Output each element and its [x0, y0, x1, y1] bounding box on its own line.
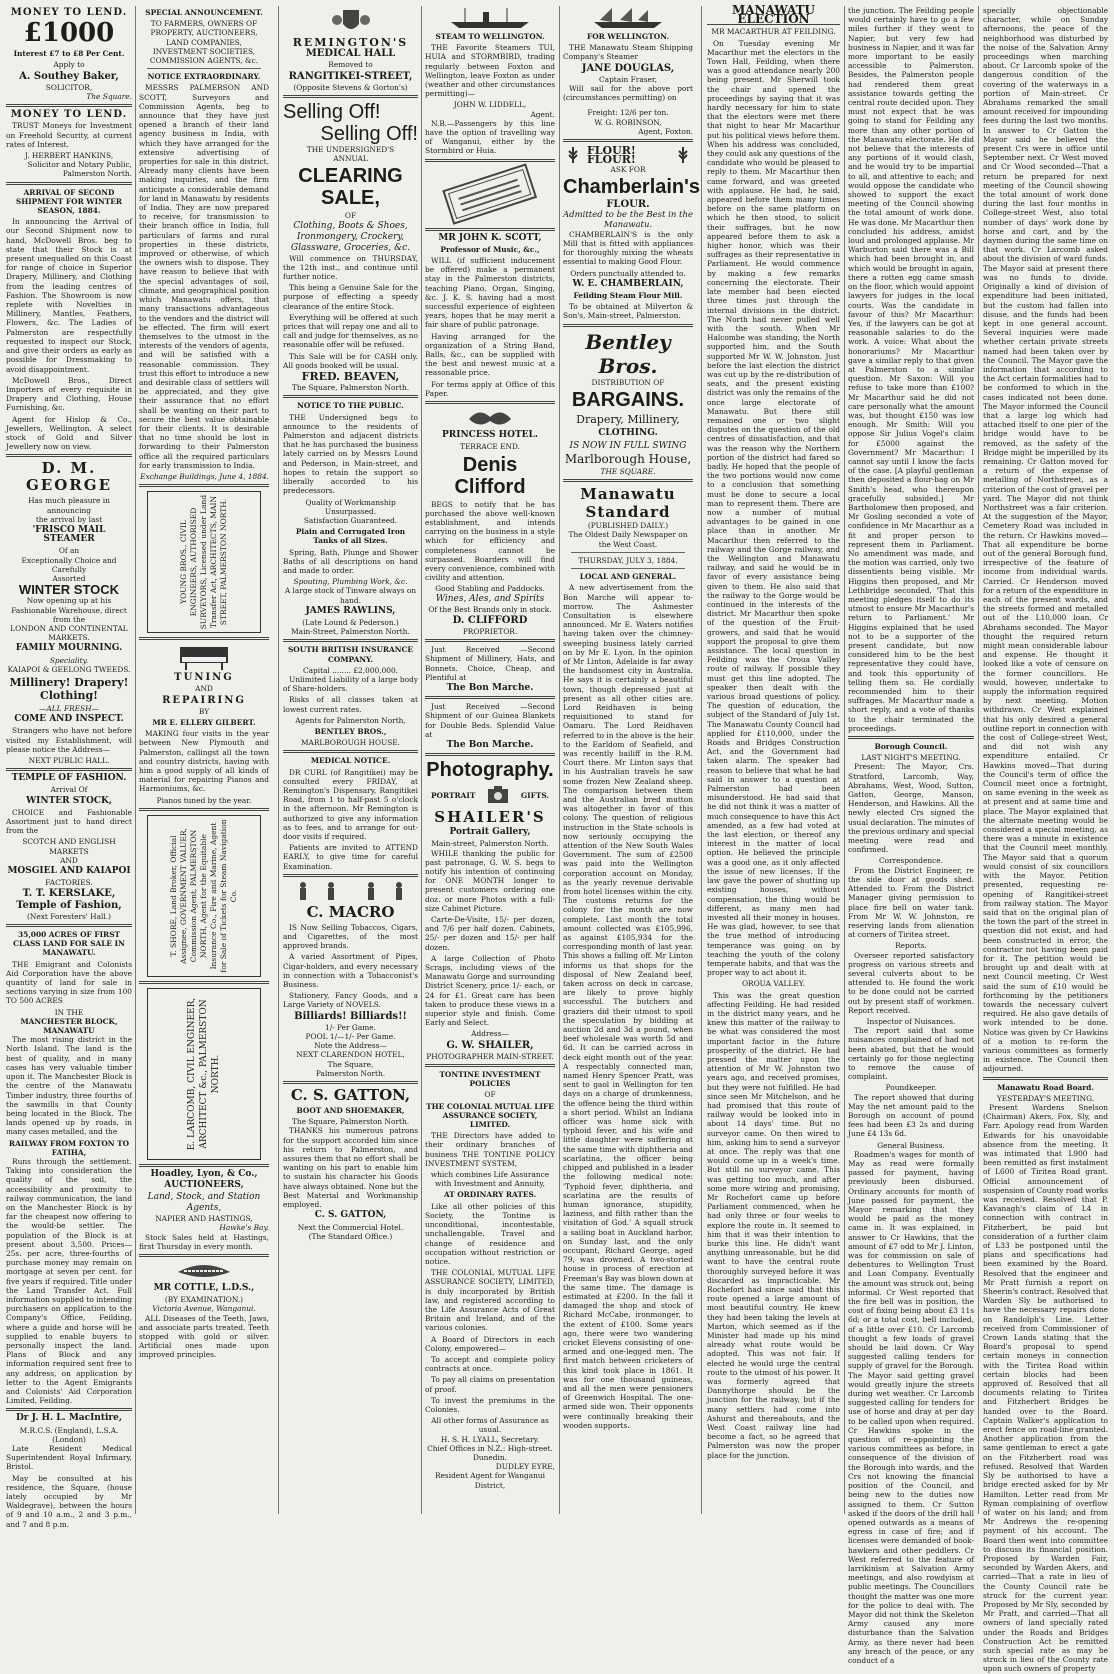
shore-box: T. SHORE, Land Broker, Official Assignee, GOVERNMENT VALUER, Commission Agent, PALMERSTON NORTH, Agent for the Equitable Insurance Co., Fire and Marine, Agent for Sale of Tickets for Steam Navigation Co. [147, 815, 261, 977]
column-rule [278, 6, 279, 1514]
money-to-lend-ad: MONEY TO LEND. £1000 Interest £7 to £8 Per Cent. Apply to A. Southey Baker, SOLICITOR, The Square. [10, 7, 132, 102]
column-2 [139, 6, 269, 1514]
dentures-icon [174, 1260, 234, 1282]
beaven-ad: Selling Off! Selling Off! THE UNDERSIGNED'S ANNUAL CLEARING SALE, OF Clothing, Boots & Shoes, Ironmongery, Crockery, Glassware, Groceries, &c. Will commence on THURSDAY, the 12th inst., and continue until further notice. This being a Genuine Sale for the purpose of effecting a speedy clearance of the entire Stock. Everything will be offered at such prices that will repay one and all to call and judge for themselves, as no reasonable offer will be refused. This Sale will be for CASH only. All goods booked will be usual. FRED. BEAVEN, The Square, Palmerston North. [283, 101, 418, 393]
south-british-ad: SOUTH BRITISH INSURANCE COMPANY. Capital ........ £2,000,000. Unlimited Liability of a large body of Share-holders. Risks of all classes taken at lowest current rates. Agents for Palmerston North, BENTLEY BROS., MARLBOROUGH HOUSE. [283, 645, 418, 748]
road-board-article: Manawatu Road Board. YESTERDAY'S MEETING. Present Wardens Snelson (Chairman) Akers, Fox, Sly, and Farr. Apology read from Warden Edwards for his unavoidable absence from the meeting. It was intimated that L900 had been remitted as first instalment of L600 of Tiritea Road grant. Official announcement of suspension of County road works was received. Resolved that P. Kavanagh's claim of L4 in connection with contract in Fitzherbert, be paid but consideration of a further claim of L33 be postponed until the plans and specifications had been examined by the Board. Resolved that the engineer and Mr Pratt furnish a report on Sheerin's contract. Resolved that Warden Sly be authorised to have the necessary repairs done on Randolph's Line. Letter received from Commissioner of Crown Lands stating that the Board's proposal to spend certain moneys in connection with the Tiritea Road within certain blocks had been approved of. Resolved that all documents relating to Tiritea and Fitzherbert Bridges be handed over to the Board. Captain Walker's application to erect fence on road-line granted. Another application from the same gentleman to erect a gate on the Fitzherbert road was refused. Resolved that Warden Sly be authorised to have a bridge erected asked for by Mr Hamilton. Letter read from Mr Ryman complaining of overflow of water on his land; and from Mr Andrews the re-opening payment of his account. The Board then went into committee to discuss its financial position. Proposed by Warden Fair, seconded by Warden Akers, and carried—That a rate in lieu of the County Council rate be struck for the current year. Proposed by Mr Sly, seconded by Mr Pratt, and carried—That all owners of land specially rated under the Roads and Bridges Construction Act be remitted such special rate as may be struck in lieu of the County rate upon such owners of property [983, 1082, 1108, 1674]
column-rule [844, 6, 845, 1514]
column-rule [135, 6, 136, 1514]
gatton-ad: C. S. GATTON, BOOT AND SHOEMAKER, The Square, Palmerston North. THANKS his numerous patrons for the support accorded him since his return to Palmerston, and assures them that no effort shall be wanting on his part to enable him to sustain his character his Goods have always obtained. None but the Best Material and Workmanship employed. C. S. GATTON, Next the Commercial Hotel. (The Standard Office.) [283, 1086, 418, 1241]
cottle-ad: MR COTTLE, L.D.S., (BY EXAMINATION.) Victoria Avenue, Wanganui. ALL Diseases of the Teeth, Jaws, and associate parts treated. Teeth stopped with gold or silver. Artificial ones made upon improved principles. [139, 1260, 269, 1360]
column-1 [6, 6, 132, 1529]
bon-marche-ad-2: Just Received —Second Shipment of our Guinea Blankets for Double Beds. Splendid Value at The Bon Marche. [425, 702, 555, 750]
george-ad: D. M. GEORGE Has much pleasure in announcing the arrival by last 'FRISCO MAIL STEAMER Of an Exceptionally Choice and Carefully Assorted WINTER STOCK Now opening up at his Fashionable Warehouse, direct from the LONDON AND CONTINENTAL MARKETS. FAMILY MOURNING. Speciality. KAIAPOI & GEELONG TWEEDS. Millinery! Drapery! Clothing! —ALL FRESH— COME AND INSPECT. Strangers who have not before visited my Establishment, will please notice the Address— NEXT PUBLIC HALL. [6, 459, 132, 765]
masthead: Manawatu Standard (PUBLISHED DAILY.) The Oldest Daily Newspaper on the West Coast. THURSDAY, JULY 3, 1884. [563, 485, 693, 569]
mcdowell-ad: ARRIVAL OF SECOND SHIPMENT FOR WINTER SEASON, 1884. In announcing the Arrival of our Second Shipment now to hand, McDowell Bros. beg to state that their Stock is at present unequalled on this Coast for range of choice in Superior Drapery, Millinery, and Clothing from the leading centres of Fashion. The Showroom is now replete with Novelties in Millinery, Mantles, Feathers, Flowers, &c. The Ladies of Palmerston are respectfully requested to inspect our Stock, and give their orders as early as possible for Dressmaking to avoid disappointment. McDowell Bros., Direct Importers of every requisite in Drapery and Clothing, House Furnishing, &c. Agent for Hislop & Co., Jewellers, Wellington. A select stock of Gold and Silver Jewellery now on view. [6, 187, 132, 452]
ornament-icon [465, 407, 515, 429]
borough-council-article: Borough Council. LAST NIGHT'S MEETING. Present: The Mayor, Crs. Stratford, Larcomb, Way, Abrahams, West, Wood, Sutton, Gatton, George, Manson, Henderson, and Hawkins. All the newly elected Crs signed the usual declaration. The minutes of the previous ordinary and special meeting were read and confirmed. Correspondence. From the District Engineer, re the side door at goods shed. Attended to. From the District Manager giving permission to place fire bell on water tank. From Mr W. W. Johnston, re reserving lands from alienation at corners of Tiritea street. Reports. Overseer reported satisfactory progress on various streets and several culverts about to be attended to. He found the work to be done could not be carried out by present staff of workmen. Report received. Inspector of Nuisances. The report said that some nuisances complained of had not been abated, but that he would certainly go for those neglecting to remove the cause of complaint. Poundkeeper. The report showed that during May the net amount paid to the Borough on account of pound fees had been £3 2s and during June £4 13s 6d. General Business. Roadmen's wages for month of May as read were formally passed for payment, having previously been disbursed. Ordinary accounts for month of June passed for payment, the Mayor remarking that they would be paid as the money came in. It was explained, in answer to Cr Hawkins, that the amount of £7 odd to Mr J. Linton, was for commission on sale of debentures to Wellington Trust and Loan Company. Eventually the amount was struck out, being informal. Cr West reported that the fire bell was in position, the cost of fixing being about £3 11s 6d; or a total cost, bell included, of a little over £10. Cr Larcomb thought a few loads of gravel should be laid down. Cr Way suggested calling tenders for supply of gravel for the Borough. The Mayor said getting gravel would greatly injure the streets during wet weather. Cr Larcomb suggested calling for tenders for use of horse and dray at per day to be called upon when required. Cr Hawkins spoke in the question of re-appointing the various committees as before, in consequence of the division of the Borough into wards, and the Crs not knowing the financial position of the Council, and being new to the duties now assigned to them. Cr Sutton asked if the doors of the drill hall opened outwards as a means of egress in case of fire; and if licenses were demanded of book-hawkers and other peddlers. Cr West referred to the feature of larrikinism at Salvation Army meetings, and also rowdyism at public meetings. The Councillors thought the matter was one more for the police to deal with. The Mayor did not think the Skeleton Army caused any more disturbance than the Salvation Army, as there never had been any breach of the peace, or any conduct of a [848, 742, 974, 1665]
election-article: MANAWATU ELECTION MR MACARTHUR AT FEILDING. On Tuesday evening Mr Macarthur met the electors in the Town Hall, Feilding, when there was a good attendance nearly 200 being present. Mr Sherwill took the chair and opened the proceedings by saying that it was hardly necessary for him to state that the electors were met there that night to hear Mr Macarthur put his political views before them. When his address was concluded, they could ask any questions of the candidate who would be pleased to reply to them. Mr Macarthur then came forward, and was greeted with applause. He had, he said, appeared before them many times before on the same platform on which he then stood, to solicit their suffrages, but he now appeared before them to ask a higher honor, which was their suffrages as their representative in Parliament. He would commence by making a few remarks concerning the electorate. Their late member had been elected three times just through the internal divisions in the district. The North had never pulled well with the south. When Mr Halcombe was standing, the North supported him, and the South supported Mr W. W. Johnston. Just before the last election the district was cut up by the re-distribution of seats, and the present existing district was only the remains of the once large electorate of Manawatu. But there still remained one or two slight disputes on the question of the old centres of dissatisfaction, and that was the reason why the Northern portion of the district had fared so badly. He hoped that the people of the two portions would now come to a conclusion that something must be done to secure a local man to represent them. There are now a number of mutual advantages to be gained in one place than in another. Mr Macarthur then referred to the railway and the Gorge railway, and the Wellington and Manawatu railway, and said he would be in favor of every assistance being given to them. He also said that the railway to the Gorge would be continued in the interests of the district. Mr Macarthur then spoke of the question of the Fruit-growers, and said that he would support the proposal to give them assistance. The local question in Feilding was the Oroua Valley route of railway. If possible they must get this line adopted. The speaker then dealt with the various broad questions of policy. The question of education, the subject of the Standard of July 1st. The Manawatu County Council had applied for £110,000, under the Roads and Bridges Construction Act, and the Government had taken alarm. The speaker had reason to believe that what he had said in answer to a question at Palmerston had been misunderstood. He had said that he did not think it was a matter of much consequence to have this Act amended, as a few had voted at the last election, or thereof any interest in the matter of local option. He believed the principle was a good one, as it only affected the issue of new licenses. If the law gave the power of shutting up existing houses, without compensation, the thing would be different, as many men had invested all their money in houses. He was glad, however, to see that the true method of introducing temperance was going on by teaching the youth of the colony temperate habits, and that was the proper way to act about it. OROUA VALLEY. This was the great question affecting Feilding. He had resided in the district many years, and he knew this matter of the railway to be what was considered the most important factor in the future prosperity of the district. He had pressed the matter upon the attention of Mr W. Johnston two years ago, and received promises, but they were not fulfilled. He had since seen Mr Mitchelson, and he had promised that this route of railway would be looked into in about 14 days' time. But no surveyor came. On then wired to him, asking him to send a surveyor at once. The reply was that one would come up in a week's time. But still no surveyor came. This was getting too much, and after some more wiring and promising, Mr Rochefort came up before Parliament commenced, when he had only three or four weeks to explore the route in. It seemed to him that it was their intention to burke this line. He didn't want anything unreasonable, but he did want to have the central route thoroughly surveyed before it was discarded as impracticable. Mr Rochefort had since said that this route opened a large amount of most beautiful country. He knew they had been taking the levels at Marton, which seemed as if the Minister had made up his mind already what route would be adopted. This was not fair. If elected he would urge the central route to the utmost of his power. It was formerly agreed that Dannythorpe should be the junction for the railway, but if the many settlers had come into Ashurst and thereabouts, and the West Coast railway line had become a fact, so he agreed that Palmerston was now the proper place for the junction. [707, 3, 840, 1460]
tuning-ad: TUNING AND REPAIRING BY MR E. ELLERY GILBERT. MAKING four visits in the year between New Plymouth and Palmerston, callingst all the town and country districts, having with him a good supply of all kinds of material for repairing Pianos and Harmoniums, &c. Pianos tuned by the year. [139, 643, 269, 805]
column-8: specially objectionable character, while on Sunday afternoons, the peace of the neighborhood was disturbed by the noise of the Salvation Army proceedings when marching about. Cr Larcomb spoke of the dangerous condition of the covering of the waterways in a portion of Main-street. Cr Abrahams remarked the small amount received for impounding fees during the last two months. In answer to Cr Gatton the Mayor said he believed the present Crs were in office until September next. Cr West moved and Cr Wood seconded—That a return be prepared for next meeting of the Council showing the total amount of work done during the last four months in College-street West, also total number of days' work done by horse and cart, and by the daymen during the same time on that work. Cr Larcomb asked about the division of ward funds. The Mayor said at present there was no funds to divide. Originally a kind of division of expenditure had been initiated, but the custom had fallen into disuse, and the funds had been kept in one general account. Several inquiries were made whether certain private streets named had been taken over by the Council. The Mayor gave the information that according to the Act certain formalities had to be conformed to which in the cases indicated not been done. The Mayor informed the Council that a large log which had attached itself to one pier of the bridge would have to be removed, as the safety of the Bridge might be imperilled by its remaining. Cr Gatton moved for a return of the expense of metalling of Northstreet, as a criterion of the cost of gravel per yard. The Mayor did not think Northstreet was a fair criterion. At the suggestion of the Mayor, Cemetery Road was included in the return. Cr Hawkins moved—That all expenditure be borne out of the general Borough fund, irrespective of the feature of income from individual wards. Carried. Cr Henderson moved for a return of the expenditure in each of the present wards, and the streets formed and metalled out of the L10,000 loan. Cr Abrahams seconded. The Mayor thought the required return might mean considerable labour and expense. He thought it looked like a vote of censure on the former councillors. He would, however, undertake to supply the information required by next meeting. Motion withdrawn. Cr West explained that his only desired a general outline report in connection with the cost of College-street West, and did not wish any expenditure entailed. Cr Hawkins moved—That during the Council's term of office the Council meet once a fortnight, on same evening in the week as at present and at same time and place. The Mayor explained that the alternate meeting would be considered a special meeting, as there was a minute in existence that the Council meet monthly. The Mayor said that a quorum would consist of six councillors with the Mayor. Petition presented, requesting re-opening of Rangitikei-street from railway station. The Mayor said that on the original plan of the town the part of the street in question did not exist, and had been constructed in error, the contractor not having been paid for it. The petition would be brought up and dealt with at next Council meeting. Cr West said the sum of £10 would be forthcoming by the petitioners towards the necessary culvert required. He also gave details of work intended to be done. Notice was given by Cr Hawkins of a motion to re-form the various committees as formerly in existence. The Council then adjourned. Manawatu Road Board. YESTERDAY'S MEETING. Present Wardens Snelson (Chairman) Akers, Fox, Sly, and Farr. Apology read from Warden Edwards for his unavoidable absence from the meeting. It was intimated that L900 had been remitted as first instalment of L600 of Tiritea Road grant. Official announcement of suspension of County road works was received. Resolved that P. Kavanagh's claim of L4 in connection with contract in Fitzherbert, be paid but consideration of a further claim of L33 be postponed until the plans and specifications had been examined by the Board. Resolved that the engineer and Mr Pratt furnish a report on Sheerin's contract. Resolved that Warden Sly be authorised to have the necessary repairs done on Randolph's Line. Letter received from Commissioner of Crown Lands stating that the Board's proposal to spend certain moneys in connection with the Tiritea Road within certain blocks had been approved of. Resolved that all documents relating to Tiritea and Fitzherbert Bridges be handed over to the Board. Captain Walker's application to erect fence on road-line granted. Another application from the same gentleman to erect a gate on the Fitzherbert road was refused. Resolved that Warden Sly be authorised to have a bridge erected asked for by Mr Hamilton. Letter read from Mr Ryman complaining of overflow of water on his land; and from Mr Andrews the re-opening payment of his account. The Board then went into committee to discuss its financial position. Proposed by Warden Fair, seconded by Warden Akers, and carried—That a rate in lieu of the County Council rate be struck for the current year. Proposed by Mr Sly, seconded by Mr Pratt, and carried—That all owners of land specially rated under the Roads and Bridges Construction Act be remitted such special rate as may be struck in lieu of the County rate upon such owners of property [983, 6, 1108, 1674]
column-rule [421, 6, 422, 1514]
trust-money-ad: MONEY TO LEND. TRUST Moneys for Investment on Freehold Security, at current rates of Interest. J. HERBERT HANKINS, Solicitor and Notary Public, Palmerston North. [6, 109, 132, 179]
column-4 [425, 6, 555, 1514]
scott-ad: MR JOHN K. SCOTT, Professor of Music, &c., WILL (if sufficient inducement be offered) make a permanent stay in the Palmerston districts, teaching Piano, Organ, Singing, &c. J. K. S. having had a most successful experience of eighteen years, hopes that he may merit a fair share of public patronage. Having arranged for the organization of a String Band, Balls, &c., can be supplied with the best and newest music at a reasonable price. For terms apply at Office of this Paper. [425, 232, 555, 398]
chamberlain-ad: FLOUR! FLOUR! ASK FOR Chamberlain's FLOUR. Admitted to be the Best in the Manawatu. CHAMBERLAIN'S is the only Mill that is fitted with appliances for thoroughly mixing the wheats essential to making Good Flour. Orders punctually attended to. W. E. CHAMBERLAIN, Feilding Steam Flour Mill. To be obtained at Milverton & Son's, Main-street, Palmerston. [563, 143, 701, 321]
steam-ad: STEAM TO WELLINGTON. THE Favorite Steamers TUI, HUIA and STORMBIRD, trading regularly between Foxton and Wellington, leave Foxton as under (weather and other circumstances permitting)— JOHN W. LIDDELL, Agent. N.B.—Passengers by this line have the option of travelling way of Wanganui, either by the Stormbird or Huia. [425, 6, 555, 156]
piano-icon [174, 643, 234, 671]
column-7: the junction. The Feilding people would certainly have to go a few miles further if they went to Napier, but very few had business in Napier, and it was far more important to be easily accessible to Palmerston. Besides, the Palmerston people had rendered them great assistance towards getting the central route decided upon. They must not expect that he was going to stand for Feilding any more than any other portion of the Manawatu electorate. He did not believe that the interests of any portions of it would clash, and he would try to be impartial to all, and attentive to each; and would oppose the candidate who showed to support the exact meeting of the Council showing the total amount of work done. He was done. Mr Macarthur then concluded his address, amidst loud and prolonged applause. Mr Warburton said there was a Bill which had been brought in, and which would be brought in again, there a rotten egg came smash on the floor, which would appoint lawyers for judges in the local courts. Was the candidate in favour of this? Mr Macarthur: Yes, if the lawyers can be got at reasonable salaries to do the work. A voice: What about the honorariums? Mr Macarthur gave a similar reply to that given at Palmerston to a similar question. Mr Saxon: Will you refuse to take more than £100? Mr Macarthur said he did not care personally what the amount was, but thought £150 was low enough. Mr Smith: Will you oppose Sir Julius Vogel's claim for £5000 against the Government? Mr Macarthur: I cannot say until I know the facts of the case. [A playful gentleman then deposited a flour-bag on Mr Smith's head, who thereupon gracefully subsided.] Mr Bartholomew then proposed, and Mr Gosling seconded a vote of confidence in Mr Macarthur as a fit and proper person to represent them in Parliament. No amendment was made, and the motion was carried, only two dissentients being visible. Mr Higgins then proposed, and Mr Lethbridge seconded, 'That this meeting pledges itself to do its utmost to ensure Mr Macarthur's return to Parliament.' Mr Higgins explained that he used not to be a supporter of the present candidate, but now considered him to be the best representative they could have, and took this opportunity of telling them so. He cordially recommended him to their suffrages. Mr Macarthur made a short reply, and a vote of thanks to the chair terminated the proceedings. Borough Council. LAST NIGHT'S MEETING. Present: The Mayor, Crs. Stratford, Larcomb, Way, Abrahams, West, Wood, Sutton, Gatton, George, Manson, Henderson, and Hawkins. All the newly elected Crs signed the usual declaration. The minutes of the previous ordinary and special meeting were read and confirmed. Correspondence. From the District Engineer, re the side door at goods shed. Attended to. From the District Manager giving permission to place fire bell on water tank. From Mr W. W. Johnston, re reserving lands from alienation at corners of Tiritea street. Reports. Overseer reported satisfactory progress on various streets and several culverts about to be attended to. He found the work to be done could not be carried out by present staff of workmen. Report received. Inspector of Nuisances. The report said that some nuisances complained of had not been abated, but that he would certainly go for those neglecting to remove the cause of complaint. Poundkeeper. The report showed that during May the net amount paid to the Borough on account of pound fees had been £3 2s and during June £4 13s 6d. General Business. Roadmen's wages for month of May as read were formally passed for payment, having previously been disbursed. Ordinary accounts for month of June passed for payment, the Mayor remarking that they would be paid as the money came in. It was explained, in answer to Cr Hawkins, that the amount of £7 odd to Mr J. Linton, was for commission on sale of debentures to Wellington Trust and Loan Company. Eventually the amount was struck out, being informal. Cr West reported that the fire bell was in position, the cost of fixing being about £3 11s 6d; or a total cost, bell included, of a little over £10. Cr Larcomb thought a few loads of gravel should be laid down. Cr Way suggested calling tenders for supply of gravel for the Borough. The Mayor said getting gravel would greatly injure the streets during wet weather. Cr Larcomb suggested calling for tenders for use of horse and dray at per day to be called upon when required. Cr Hawkins spoke in the question of re-appointing the various committees as before, in consequence of the division of the Borough into wards, and the Crs not knowing the financial position of the Council, and being new to the duties now assigned to them. Cr Sutton asked if the doors of the drill hall opened outwards as a means of egress in case of fire; and if licenses were demanded of book-hawkers and other peddlers. Cr West referred to the feature of larrikinism at Salvation Army meetings, and also rowdyism at public meetings. The Councillors thought the matter was one more for the police to deal with. The Mayor did not think the Skeleton Army caused any more disturbance than the Salvation Army, as there never had been any breach of the peace, or any conduct of a [848, 6, 974, 1665]
hoadley-ad: Hoadley, Lyon, & Co., AUCTIONEERS, Land, Stock, and Station Agents, NAPIER AND HASTINGS, Hawke's Bay. Stock Sales held at Hastings, first Thursday in every month. [139, 1168, 269, 1251]
sailing-ship-icon [588, 6, 668, 30]
column-rule [701, 6, 702, 1514]
wheat-sheaf-icon [563, 145, 583, 165]
trade-label-illustration [435, 165, 545, 225]
larcomb-box: E. LARCOMB, CIVIL ENGINEER, ARCHITECT &c., PALMERSTON NORTH. [147, 988, 261, 1160]
camera-icon [484, 783, 512, 807]
macro-ad: C. MACRO IS Now Selling Tobaccos, Cigars, and Cigarettes, of the most approved brands. A varied Assortment of Pipes, Cigar-holders, and every necessary in connection with a Tobacconist's Business. Stationery, Fancy Goods, and a Large Variety of NOVELS. Billiards! Billiards!! 1/- Per Game. POOL 1/—1/- Per Game. Note the Address— NEXT CLARENDON HOTEL, The Square, Palmerston North. [283, 880, 418, 1078]
column-6 [707, 3, 840, 1514]
coat-of-arms-icon [331, 6, 371, 36]
column-5 [563, 6, 701, 1514]
column-rule [559, 6, 560, 1514]
jane-douglas-ad: FOR WELLINGTON. THE Manawatu Steam Shipping Company's Steamer JANE DOUGLAS, Captain Fraser, Will sail for the above port (circumstances permitting) on Freight: 12/6 per ton. W. G. ROBINSON, Agent, Foxton. [563, 6, 693, 136]
special-announcement-ad: SPECIAL ANNOUNCEMENT. TO FARMERS, OWNERS OF PROPERTY, AUCTIONEERS, LAND COMPANIES, INVESTMENT SOCIETIES, COMMISSION AGENTS, &c. NOTICE EXTRAORDINARY. MESSRS PALMERSON AND SCOTT, Surveyors and Commission Agents, beg to announce that they have just opened a branch of their land agency business in India, with which they have arranged for the extensive advertising of properties for sale in this district. Already many clients have been making inquiries, and the firm anticipate a considerable demand for land in Manawatu by residents of India. They are now prepared to receive, for transmission to their branch office in India, full particulars of farms and rural properties in these districts, improved or otherwise, of which the owners wish to dispose. They have reason to believe that with the special advantages of soil, climate, and geographical position which Manawatu offers, that many transactions advantageous to the vendors and the district will be effected. The firm will exert themselves to the utmost in the interests of the vendors of agents, and will be satisfied with a reasonable commission. They trust this effort to introduce a new and desirable class of settlers will be appreciated, and they give their assurance that no effort shall be wanting on their part to secure the best value obtainable for their clients. It is desirable that no time should be lost in forwarding to their Palmerston office all the required particulars for early transmission to India. Exchange Buildings, June 4, 1884. [139, 8, 269, 481]
princess-hotel-ad: PRINCESS HOTEL. TERRACE END. Denis Clifford BEGS to notify that he has purchased the above well-known establishment, and intends carrying on the business in a style which for efficiency and completeness cannot be surpassed. Boarders will find every convenience, combined with civility and attention. Good Stabling and Paddocks. Wines, Ales, and Spirits Of the Best Brands only in stock. D. CLIFFORD PROPRIETOR. [425, 407, 555, 636]
local-and-general: LOCAL AND GENERAL. A new advertisement from the Bon Marche will appear to-morrow. The Ashmester Consultation is elsewhere announced. Mr E. Waters notifies having taken over the chimney-sweeping business lately carried on by Mr E. Lyon. In the opinion of Mr Linton, Adelaide is far away the handsomest city in Australia. He says it is certainly a beautiful town, though depressed just at present as all other cities are. Lord Reidhaven is being requisitioned to stand for Oamaru. The Lord Reidhaven referred to in the above is the heir to the Earldom of Seafield, and was recently bailiff in the R.M. Court there. Mr Linton says that in his Australian travels he saw some frozen New Zealand sheep. The comparison between them and the Australian bred mutton was altogether in favor of this colony. The question of religious instruction in the State schools is now seriously occupying the attention of the New South Wales Government. The sum of £2500 was paid into the Wellington corporation account on Monday, as the yearly revenue derivable from hotel licenses within the city. The customs returns for the colony for the month are now complete. Last month the total amount collected was £105,996, as against £105,934 for the corresponding month of last year. This shows a falling off. Mr Linton informs us that shops for the disposal of New Zealand beef, taken across on deck in carcase, are likely to prove highly successful. The butchers and graziers did their utmost to spoil the speculation by bidding at auction 2d and 3d a pound, when beef wholesale was worth 5d and 6d. It can be carried across in deck eight month out of the year. A respectably connected man, named Henry Spencer Pratt, was sent to gaol in Wellington for ten days on a charge of drunkenness, the offence being the third within a short period. Whilst an Indiana officer was home sick with typhoid fever, and his wife and little daughter were suffering at the same time with diphtheria and scarlatina, the officer being chipped and published in a leader the following medical note: 'Typhoid fever, diphtheria, and scarlatina are the results of human ignorance, stupidity, laziness, and filth rather than the visitation of God.' A squall struck a sailing boat in Auckland harbor, on Sunday last, and the only occupant, Richard George, aged 79, was drowned. A two-storied house in process of erection at Freeman's Bay was blown down at the same time. The damage is estimated at £200. In the fall it damaged the shop and stock of Richard McCabe, ironmonger, to the extent of £100. Some years ago, there were two wandering cricket Elevens consisting of one-armed and one-legged men. The first match between cricketers of this kind took place in 1861. It was for one thousand guineas, and all the men were pensioners of Greenwich Hospital. The one-armed side won. Their opponents were continually breaking their wooden supports. [563, 572, 693, 1430]
figures-illustration-icon [291, 880, 411, 902]
bon-marche-ad-1: Just Received —Second Shipment of Millinery, Hats, and Bonnets. Choice, Cheap, and Plentiful at The Bon Marche. [425, 645, 555, 693]
bentley-bros-ad: Bentley Bros. DISTRIBUTION OF BARGAINS. Drapery, Millinery, CLOTHING. IS NOW IN FULL SWING Marlborough House, THE SQUARE. [564, 329, 692, 477]
tontine-ad: TONTINE INVESTMENT POLICIES OF THE COLONIAL MUTUAL LIFE ASSURANCE SOCIETY, LIMITED. THE Directors have added to their ordinary branches of business THE TONTINE POLICY INVESTMENT SYSTEM, which combines Life Assurance with Investment and Annuity, AT ORDINARY RATES. Like all other policies of this Society, the Tontine is unconditional, incontestable, unchallengable. Travel and change of residence and occupation without restriction or notice. THE COLONIAL MUTUAL LIFE ASSURANCE SOCIETY, LIMITED, is duly incorporated by British law, and registered according to the Life Assurance Acts of Great Britain and Ireland, and of the various colonies. A Board of Directors in each Colony, empowered— To accept and complete policy contracts at once. To pay all claims on presentation of proof. To invest the premiums in the Colonies. All other forms of Assurance as usual. H. S. H. LYALL, Secretary. Chief Offices in N.Z.: High-street. Dunedin. DUDLEY EYRE, Resident Agent for Wanganui District, [425, 1070, 555, 1490]
macintire-ad: Dr J. H. L. MacIntire, M.R.C.S. (England), L.S.A. (London) Late Resident Medical Superintendent Royal Infirmary, Bristol. May be consulted at his residence, the Square, (house lately occupied by Mr Waldegrave), between the hours of 9 and 10 a.m., 2 and 3 p.m., and 7 and 8 p.m. [6, 1413, 132, 1529]
wheat-sheaf-icon [673, 145, 693, 165]
kerslake-ad: TEMPLE OF FASHION. Arrival Of WINTER STOCK, CHOICE and Fashionable Assortment just to hand direct from the SCOTCH AND ENGLISH MARKETS AND MOSGIEL AND KAIAPOI FACTORIES. T. T. KERSLAKE, Temple of Fashion, (Next Foresters' Hall.) [6, 773, 132, 921]
young-bros-box: YOUNG BROS., CIVIL ENGINEERS, AUTHORISED SURVEYORS, Licensed under Land Transfer Act, ARCHITECTS, MAIN STREET, PALMERSTON NORTH. [147, 491, 261, 633]
acres-ad: 35,000 ACRES OF FIRST CLASS LAND FOR SALE IN MANAWATU. THE Emigrant and Colonists Aid Corporation have the above quantity of land for sale in sections varying in size from 100 TO 500 ACRES IN THE MANCHESTER BLOCK, MANAWATU The most rising district in the North Island. The land is the best of quality, and in many cases has very valuable timber upon it. The Manchester Block is the centre of the Manawatu Timber industry, three fourths of the sawmills in that County being located in the Block. The lands opened up by roads, in many cases metalled, and the RAILWAY FROM FOXTON TO FATIHA, Runs through the settlement. Taking into consideration the quality of the soil, the accessibility and proximity to railway communication, the land on the Manchester Block is by far the cheapest now offering to the would-be settler. The population of the Block is at present about 3,500. Prices—25s. per acre, three-fourths of purchase money may remain on mortgage at seven per cent. for five years if required. Title under the Land Transfer Act. Full information supplied to intending purchasers on application to the Company's Office, Feilding, where a guide and horse will be supplied to enable buyers to personally inspect the land. Plans of Block and any information required sent free to any address, on application by letter to the Agent Emigrants and Colonists' Aid Corporation Limited, Feilding. [6, 930, 132, 1406]
rawlins-ad: NOTICE TO THE PUBLIC. THE Undersigned begs to announce to the residents of Palmerston and adjacent districts that he has purchased the business lately carried on by Messrs Lound and Pederson, in Main-street, and hopes to retain the support so liberally accorded to his predecessors. Quality of Workmanship Unsurpassed. Satisfaction Guaranteed. Plain and Corrugated Iron Tanks of all Sizes. Spring, Bath, Plunge and Shower Baths of all descriptions on hand and made to order. Spouting, Plumbing Work, &c. A large stock of Tinware always on hand. JAMES RAWLINS, (Late Lound & Pederson.) Main-Street, Palmerston North. [283, 401, 418, 637]
column-3 [283, 6, 418, 1514]
medical-notice-ad: MEDICAL NOTICE. DR CURL (of Rangitikei) may be consulted every FRIDAY, at Remington's Dispensary, Rangitikei Road, from 1 to half-past 5 o'clock in the afternoon. Mr Remington is authorized to give any information as to fees, and to arrange for out-door visits if required. Patients are invited to ATTEND EARLY, to give time for careful Examination. [283, 756, 418, 871]
steamship-icon [445, 6, 535, 30]
shailer-ad: Photography. PORTRAIT GIFTS. SHAILER'S Portrait Gallery, Main-street, Palmerston North. WHILE thanking the public for past patronage, G. W. S. begs to notify his intention of continuing for ONE MONTH longer to present customers ordering one doz. or more Photos with a full-size Cabinet Picture. Carte-De-Visite, 15/- per dozen, and 7/6 per half dozen. Cabinets, 25/- per dozen and 15/- per half dozen. A large Collection of Photo Scraps, including views of the Manawatu Gorge and surrounding District Scenery, price 1/- each, or 24 for £1. Great care has been taken to produce these views in a superior style and finish. Come Early and Select. Address— G. W. SHAILER, PHOTOGRAPHER MAIN-STREET. [425, 759, 555, 1061]
remington-ad: REMINGTON'S MEDICAL HALL Removed to RANGITIKEI-STREET, (Opposite Stevens & Gorton's) [283, 6, 418, 92]
column-rule [978, 6, 979, 1514]
